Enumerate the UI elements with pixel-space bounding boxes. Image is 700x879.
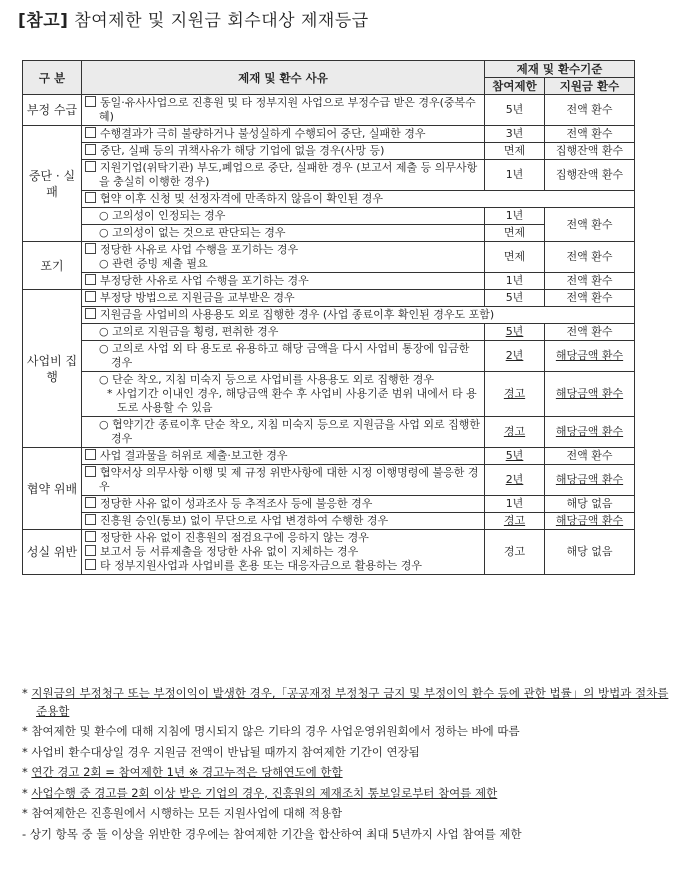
checkbox-icon	[85, 192, 96, 203]
category-cell: 성실 위반	[23, 530, 82, 575]
circle-bullet: ○	[99, 257, 109, 270]
reason-text: 부정당 방법으로 지원금을 교부받은 경우	[100, 291, 295, 304]
dash-bullet: -	[22, 826, 27, 841]
recovery-cell: 전액 환수	[545, 273, 635, 290]
checkbox-icon	[85, 497, 96, 508]
reason-text: 사업 결과물을 허위로 제출·보고한 경우	[100, 449, 288, 462]
recovery-cell: 전액 환수	[545, 208, 635, 242]
note-bullet: *	[22, 785, 28, 800]
reason-text: 고의로 지원금을 횡령, 편취한 경우	[112, 325, 279, 338]
table-row	[23, 324, 635, 341]
table-row	[23, 448, 635, 465]
notes-section	[22, 685, 682, 846]
recovery-cell: 집행잔액 환수	[545, 143, 635, 160]
ban-cell: 1년	[485, 273, 545, 290]
checkbox-icon	[85, 559, 96, 570]
ban-cell: 2년	[485, 465, 545, 496]
reason-text: 동일·유사사업으로 진흥원 및 타 정부지원 사업으로 부정수급 받은 경우(중복수혜)	[99, 96, 476, 123]
circle-bullet: ○	[99, 342, 109, 355]
ban-cell: 경고	[485, 417, 545, 448]
table-row	[23, 191, 635, 208]
table-row	[23, 417, 635, 448]
reason-text: 고의성이 인정되는 경우	[112, 209, 226, 222]
recovery-cell: 전액 환수	[545, 126, 635, 143]
reason-text: 고의성이 없는 것으로 판단되는 경우	[112, 226, 286, 239]
checkbox-icon	[85, 308, 96, 319]
page-title	[18, 6, 369, 31]
recovery-cell: 해당금액 환수	[545, 513, 635, 530]
checkbox-icon	[85, 531, 96, 542]
checkbox-icon	[85, 449, 96, 460]
reason-text: 진흥원 승인(통보) 없이 무단으로 사업 변경하여 수행한 경우	[100, 514, 389, 527]
reason-text: 관련 증빙 제출 필요	[112, 257, 208, 270]
recovery-cell: 해당 없음	[545, 496, 635, 513]
header-recovery: 지원금 환수	[545, 78, 635, 95]
title-text: 참여제한 및 지원금 회수대상 제재등급	[74, 11, 369, 31]
table-row	[23, 530, 635, 575]
note-text: 참여제한은 진흥원에서 시행하는 모든 지원사업에 대해 적용함	[31, 806, 343, 820]
checkbox-icon	[85, 545, 96, 556]
reason-text: 고의로 사업 외 타 용도로 유용하고 해당 금액을 다시 사업비 통장에 입금한 경우	[111, 342, 470, 369]
ban-cell: 경고	[485, 372, 545, 417]
reason-text: 단순 착오, 지침 미숙지 등으로 사업비를 사용용도 외로 집행한 경우	[112, 373, 434, 386]
ban-cell: 3년	[485, 126, 545, 143]
sanction-table	[22, 60, 635, 575]
table-row	[23, 160, 635, 191]
checkbox-icon	[85, 514, 96, 525]
checkbox-icon	[85, 144, 96, 155]
ban-cell: 경고	[485, 513, 545, 530]
table-row	[23, 496, 635, 513]
reason-text: 협약기간 종료이후 단순 착오, 지침 미숙지 등으로 지원금을 사업 외로 집행한 경우	[111, 418, 480, 445]
recovery-cell: 전액 환수	[545, 242, 635, 273]
recovery-cell: 전액 환수	[545, 95, 635, 126]
header-criteria: 제재 및 환수기준	[485, 61, 635, 78]
reason-text: 협약 이후 신청 및 선정자격에 만족하지 않음이 확인된 경우	[100, 192, 383, 205]
recovery-cell: 전액 환수	[545, 324, 635, 341]
note-item	[22, 785, 682, 803]
category-cell: 사업비 집행	[23, 290, 82, 448]
reason-text: 정당한 사유로 사업 수행을 포기하는 경우	[100, 243, 299, 256]
ban-cell: 1년	[485, 496, 545, 513]
table-row	[23, 208, 635, 225]
ban-cell: 면제	[485, 242, 545, 273]
note-item	[22, 764, 682, 782]
table-row	[23, 341, 635, 372]
ban-cell: 경고	[485, 530, 545, 575]
category-cell: 중단 · 실패	[23, 126, 82, 242]
note-bullet: *	[22, 765, 28, 779]
recovery-cell: 해당 없음	[545, 530, 635, 575]
table-row	[23, 143, 635, 160]
note-item	[22, 805, 682, 823]
ban-cell: 2년	[485, 341, 545, 372]
checkbox-icon	[85, 466, 96, 477]
table-row	[23, 372, 635, 417]
circle-bullet: ○	[99, 209, 109, 222]
category-cell: 포기	[23, 242, 82, 290]
table-row	[23, 307, 635, 324]
ban-cell: 5년	[485, 324, 545, 341]
ban-cell: 5년	[485, 448, 545, 465]
reason-text: 수행결과가 극히 불량하거나 불성실하게 수행되어 중단, 실패한 경우	[100, 127, 426, 140]
reason-text: 중단, 실패 등의 귀책사유가 해당 기업에 없을 경우(사망 등)	[100, 144, 385, 157]
reason-text: 협약서상 의무사항 이행 및 제 규정 위반사항에 대한 시정 이행명령에 불응한 경우	[99, 466, 479, 493]
star-bullet: *	[107, 387, 113, 400]
checkbox-icon	[85, 274, 96, 285]
table-row	[23, 126, 635, 143]
ban-cell: 1년	[485, 208, 545, 225]
table-row	[23, 273, 635, 290]
circle-bullet: ○	[99, 325, 109, 338]
ban-cell: 1년	[485, 160, 545, 191]
recovery-cell: 전액 환수	[545, 290, 635, 307]
note-subitem	[22, 826, 682, 844]
note-text: 연간 경고 2회 = 참여제한 1년 ※ 경고누적은 당해연도에 한함	[31, 765, 343, 779]
note-text: 참여제한 및 환수에 대해 지침에 명시되지 않은 기타의 경우 사업운영위원회에서 정하는 바에 따름	[31, 724, 520, 738]
recovery-cell: 전액 환수	[545, 448, 635, 465]
category-cell: 협약 위배	[23, 448, 82, 530]
ban-cell: 5년	[485, 95, 545, 126]
circle-bullet: ○	[99, 226, 109, 239]
circle-bullet: ○	[99, 373, 109, 386]
checkbox-icon	[85, 127, 96, 138]
reason-text: 보고서 등 서류제출을 정당한 사유 없이 지체하는 경우	[100, 545, 359, 558]
table-row	[23, 225, 635, 242]
header-category: 구 분	[23, 61, 82, 95]
title-tag: [참고]	[18, 11, 69, 31]
category-cell: 부정 수급	[23, 95, 82, 126]
recovery-cell: 집행잔액 환수	[545, 160, 635, 191]
ban-cell: 면제	[485, 143, 545, 160]
reason-text: 정당한 사유 없이 진흥원의 점검요구에 응하지 않는 경우	[100, 531, 369, 544]
table-row	[23, 290, 635, 307]
checkbox-icon	[85, 243, 96, 254]
note-bullet: *	[22, 686, 28, 700]
note-text: 지원금의 부정청구 또는 부정이익이 발생한 경우,「공공재정 부정청구 금지 및 부정이익 환수 등에 관한 법률」의 방법과 절차를 준용함	[31, 686, 669, 718]
ban-cell: 면제	[485, 225, 545, 242]
reason-text: 부정당한 사유로 사업 수행을 포기하는 경우	[100, 274, 309, 287]
header-reason: 제재 및 환수 사유	[82, 61, 485, 95]
recovery-cell: 해당금액 환수	[545, 372, 635, 417]
reason-text: 타 정부지원사업과 사업비를 혼용 또는 대응자금으로 활용하는 경우	[100, 559, 423, 572]
note-bullet: *	[22, 724, 28, 738]
recovery-cell: 해당금액 환수	[545, 341, 635, 372]
note-text: 사업비 환수대상일 경우 지원금 전액이 반납될 때까지 참여제한 기간이 연장됨	[31, 744, 420, 759]
table-row	[23, 465, 635, 496]
checkbox-icon	[85, 96, 96, 107]
reason-text: 지원금을 사업비의 사용용도 외로 집행한 경우 (사업 종료이후 확인된 경우도 포함)	[100, 308, 495, 321]
header-ban: 참여제한	[485, 78, 545, 95]
note-bullet: *	[22, 806, 28, 820]
table-row	[23, 513, 635, 530]
note-item	[22, 685, 682, 720]
note-bullet: *	[22, 744, 28, 759]
ban-cell: 5년	[485, 290, 545, 307]
checkbox-icon	[85, 291, 96, 302]
recovery-cell: 해당금액 환수	[545, 417, 635, 448]
reason-note: 사업기간 이내인 경우, 해당금액 환수 후 사업비 사용기준 범위 내에서 타 용도로 사용할 수 있음	[116, 387, 477, 414]
circle-bullet: ○	[99, 418, 109, 431]
note-item	[22, 744, 682, 762]
reason-text: 정당한 사유 없이 성과조사 등 추적조사 등에 불응한 경우	[100, 497, 373, 510]
note-text: 상기 항목 중 둘 이상을 위반한 경우에는 참여제한 기간을 합산하여 최대 5년까지 사업 참여를 제한	[29, 826, 522, 841]
table-row	[23, 95, 635, 126]
table-row	[23, 242, 635, 273]
note-text: 사업수행 중 경고를 2회 이상 받은 기업의 경우, 진흥원의 제재조치 통보일로부터 참여를 제한	[31, 785, 498, 800]
recovery-cell: 해당금액 환수	[545, 465, 635, 496]
checkbox-icon	[85, 161, 96, 172]
note-item	[22, 723, 682, 741]
reason-text: 지원기업(위탁기관) 부도,폐업으로 중단, 실패한 경우 (보고서 제출 등 의무사항을 충실히 이행한 경우)	[99, 161, 478, 188]
